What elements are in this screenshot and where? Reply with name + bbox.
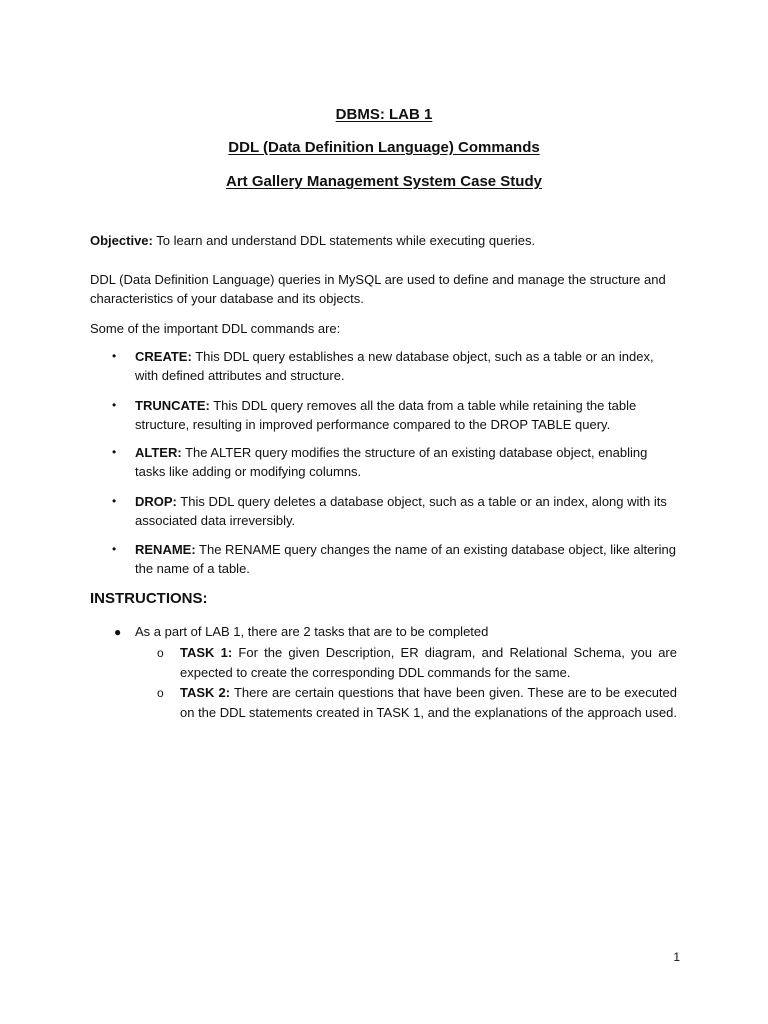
- objective-paragraph: [90, 231, 680, 250]
- instructions-main-text: As a part of LAB 1, there are 2 tasks that are to be completed: [135, 624, 489, 639]
- circle-bullet-icon: o: [157, 646, 164, 660]
- command-label: ALTER:: [135, 445, 182, 460]
- command-description: This DDL query removes all the data from a table while retaining the table structure, resulting in improved performance compared to the DROP TABLE query.: [135, 398, 637, 432]
- command-description: The RENAME query changes the name of an existing database object, like altering the name of a table.: [135, 542, 676, 576]
- document-title-ddl: DDL (Data Definition Language) Commands: [228, 139, 540, 156]
- document-title-case-study: Art Gallery Management System Case Study: [226, 173, 542, 190]
- bullet-icon: •: [112, 494, 117, 508]
- page-number: 1: [673, 950, 680, 964]
- task-description: For the given Description, ER diagram, and Relational Schema, you are expected to create the corresponding DDL commands for the same.: [180, 645, 677, 680]
- command-label: TRUNCATE:: [135, 398, 210, 413]
- bullet-icon: •: [112, 445, 117, 459]
- task-label: TASK 1:: [180, 645, 233, 660]
- circle-bullet-icon: o: [157, 686, 164, 700]
- command-description: This DDL query establishes a new database object, such as a table or an index, with defined attributes and structure.: [135, 349, 654, 383]
- intro-paragraph: DDL (Data Definition Language) queries in MySQL are used to define and manage the structure and characteristics of your database and its objects.: [90, 272, 666, 306]
- bullet-icon: ●: [114, 625, 122, 639]
- objective-text: To learn and understand DDL statements while executing queries.: [152, 233, 536, 248]
- bullet-icon: •: [112, 398, 117, 412]
- command-label: RENAME:: [135, 542, 196, 557]
- task-description: There are certain questions that have been given. These are to be executed on the DDL statements created in TASK 1, and the explanations of the approach used.: [180, 685, 677, 720]
- command-label: DROP:: [135, 494, 177, 509]
- command-description: This DDL query deletes a database object, such as a table or an index, along with its associated data irreversibly.: [135, 494, 667, 528]
- command-label: CREATE:: [135, 349, 192, 364]
- instructions-heading: INSTRUCTIONS:: [90, 590, 208, 607]
- bullet-icon: •: [112, 349, 117, 363]
- task-label: TASK 2:: [180, 685, 231, 700]
- document-title-lab: DBMS: LAB 1: [335, 106, 433, 123]
- objective-label: Objective:: [90, 233, 153, 248]
- commands-lead-text: Some of the important DDL commands are:: [90, 321, 341, 336]
- bullet-icon: •: [112, 542, 117, 556]
- command-description: The ALTER query modifies the structure of an existing database object, enabling tasks like adding or modifying columns.: [135, 445, 648, 479]
